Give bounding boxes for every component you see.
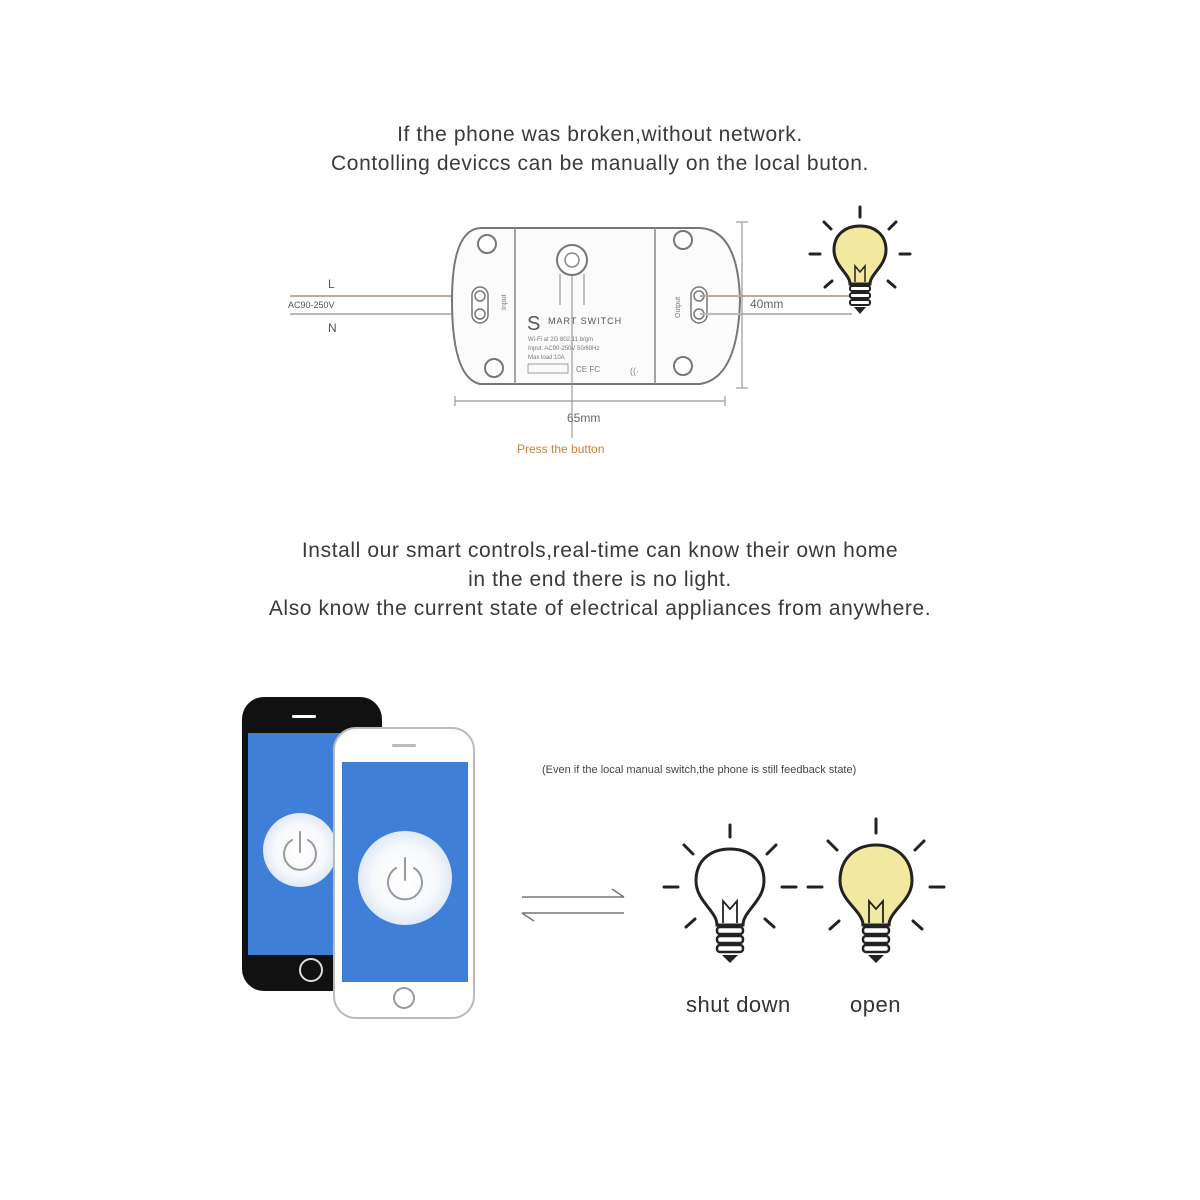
power-icon — [284, 832, 316, 870]
spec-line-3: Max load:10A — [528, 355, 565, 361]
device-name: MART SWITCH — [548, 316, 623, 326]
input-label: Input — [501, 294, 508, 310]
smart-switch-device — [452, 228, 740, 384]
height-label: 40mm — [750, 297, 784, 311]
lit-bulb-icon — [810, 207, 910, 314]
bulb-on-icon — [808, 819, 944, 963]
spec-line-2: Input: AC90-250V 50/60Hz — [528, 346, 600, 352]
input-terminal — [472, 287, 488, 323]
white-phone — [334, 728, 474, 1018]
middle-caption-line-2: in the end there is no light. — [468, 568, 732, 591]
mount-hole-top-right — [674, 231, 692, 249]
home-button-icon — [394, 988, 414, 1008]
middle-caption-line-3: Also know the current state of electrical appliances from anywhere. — [268, 597, 932, 620]
voltage-label: AC90-250V — [288, 300, 335, 310]
middle-caption-line-1: Install our smart controls,real-time can know their own home — [301, 539, 899, 562]
press-label: Press the button — [517, 442, 605, 456]
bulb-on-label: open — [850, 992, 901, 1017]
wifi-icon: ((· — [630, 366, 639, 376]
home-button-icon — [300, 959, 322, 981]
mount-hole-top-left — [478, 235, 496, 253]
black-phone — [242, 697, 382, 991]
output-label: Output — [675, 296, 682, 318]
middle-caption — [0, 536, 1200, 623]
top-caption-line-1: If the phone was broken,without network. — [397, 123, 803, 146]
mount-hole-bottom-left — [485, 359, 503, 377]
bulb-off-icon — [664, 825, 796, 963]
wiring-diagram — [0, 0, 1200, 500]
sync-arrows-icon — [522, 889, 624, 921]
label-l: L — [328, 277, 335, 291]
spec-line-1: Wi-Fi at 2G 802.11 b/g/n — [528, 337, 593, 343]
label-n: N — [328, 321, 337, 335]
local-button-core — [565, 253, 579, 267]
width-label: 65mm — [567, 411, 601, 425]
power-icon — [388, 858, 422, 899]
brand-letter: S — [527, 313, 541, 335]
top-caption-line-2: Contolling deviccs can be manually on the local buton. — [331, 152, 869, 175]
mount-hole-bottom-right — [674, 357, 692, 375]
output-terminal — [691, 287, 707, 323]
bulb-off-label: shut down — [686, 992, 791, 1017]
feedback-note: (Even if the local manual switch,the phone is still feedback state) — [542, 764, 857, 776]
cert-marks: CE FC — [576, 365, 600, 374]
